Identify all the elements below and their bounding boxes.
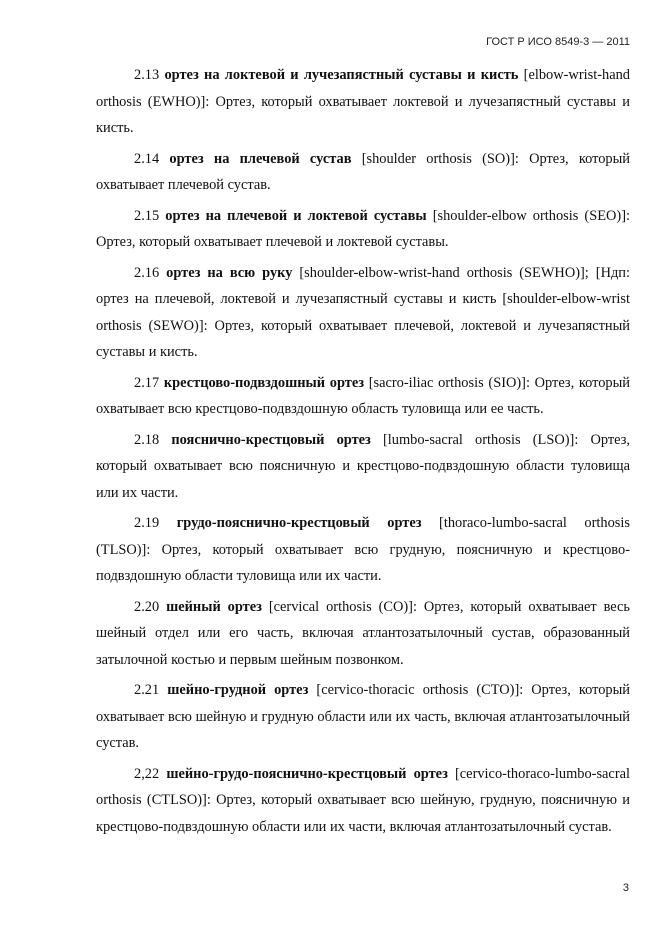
entry-term: ортез на плечевой сустав (169, 150, 352, 167)
document-body (96, 62, 630, 844)
entry-2-21 (96, 677, 630, 757)
standard-header: ГОСТ Р ИСО 8549-3 — 2011 (486, 36, 630, 48)
entry-definition: [shoulder orthosis (SO)]: Ортез, который охватывает плечевой сустав. (96, 150, 630, 193)
entry-term: ортез на плечевой и локтевой суставы (165, 207, 427, 224)
entry-2-18 (96, 427, 630, 507)
entry-definition: [lumbo-sacral orthosis (LSO)]: Ортез, который охватывает всю поясничную и крестцово-подвздошную области туловища или их части. (96, 431, 630, 501)
entry-definition: [shoulder-elbow orthosis (SEO)]: Ортез, который охватывает плечевой и локтевой суставы. (96, 207, 630, 250)
entry-term: ортез на всю руку (166, 264, 293, 281)
entry-term: пояснично-крестцовый ортез (171, 431, 371, 448)
entry-2-16 (96, 260, 630, 366)
entry-number: 2,22 (134, 765, 160, 782)
entry-number: 2.16 (134, 264, 160, 281)
entry-number: 2.20 (134, 598, 160, 615)
entry-term: шейный ортез (166, 598, 262, 615)
entry-term: шейно-грудо-пояснично-крестцовый ортез (166, 765, 448, 782)
entry-2-19 (96, 510, 630, 590)
entry-number: 2.15 (134, 207, 160, 224)
entry-number: 2.19 (134, 515, 160, 531)
entry-term: грудо-пояснично-крестцовый ортез (176, 515, 422, 531)
entry-definition: [sacro-iliac orthosis (SIO)]: Ортез, который охватывает всю крестцово-подвздошную область туловища или ее часть. (96, 374, 630, 417)
entry-number: 2.21 (134, 682, 160, 698)
entry-definition: [cervical orthosis (CO)]: Ортез, который охватывает весь шейный отдел или его часть, включая атлантозатылочный сустав, образованный затылочной костью и первым шейным позвонком. (96, 598, 630, 668)
entry-2-17 (96, 370, 630, 423)
entry-term: ортез на локтевой и лучезапястный суставы и кисть (164, 67, 519, 83)
entry-2-20 (96, 594, 630, 674)
entry-number: 2.14 (134, 150, 160, 167)
entry-number: 2.13 (134, 67, 160, 83)
entry-2-14 (96, 146, 630, 199)
page-number: 3 (622, 882, 629, 894)
entry-definition: [cervico-thoracic orthosis (CTO)]: Ортез, который охватывает всю шейную и грудную области или их часть, включая атлантозатылочный сустав. (96, 682, 630, 751)
entry-definition: [shoulder-elbow-wrist-hand orthosis (SEWHO)]; [Ндп: ортез на плечевой, локтевой и лучезапястный суставы и кисть [shoulder-elbow-wrist orthosis (SEWO)]: Ортез, который охватывает плечевой, локтевой и лучезапястный суставы и кисть. (96, 264, 630, 360)
entry-definition: [elbow-wrist-hand orthosis (EWHO)]: Ортез, который охватывает локтевой и лучезапястный суставы и кисть. (96, 67, 630, 136)
entry-2-15 (96, 203, 630, 256)
entry-term: шейно-грудной ортез (167, 682, 309, 698)
entry-definition: [thoraco-lumbo-sacral orthosis (TLSO)]: Ортез, который охватывает всю грудную, поясничную и крестцово-подвздошную области туловища или их части. (96, 515, 630, 584)
entry-definition: [cervico-thoraco-lumbo-sacral orthosis (CTLSO)]: Ортез, который охватывает всю шейную, грудную, поясничную и крестцово-подвздошную области или их части, включая атлантозатылочный сустав. (96, 765, 630, 835)
entry-2-13 (96, 62, 630, 142)
entry-2-22 (96, 761, 630, 841)
entry-number: 2.17 (134, 374, 160, 391)
entry-number: 2.18 (134, 431, 160, 448)
entry-term: крестцово-подвздошный ортез (163, 374, 365, 391)
